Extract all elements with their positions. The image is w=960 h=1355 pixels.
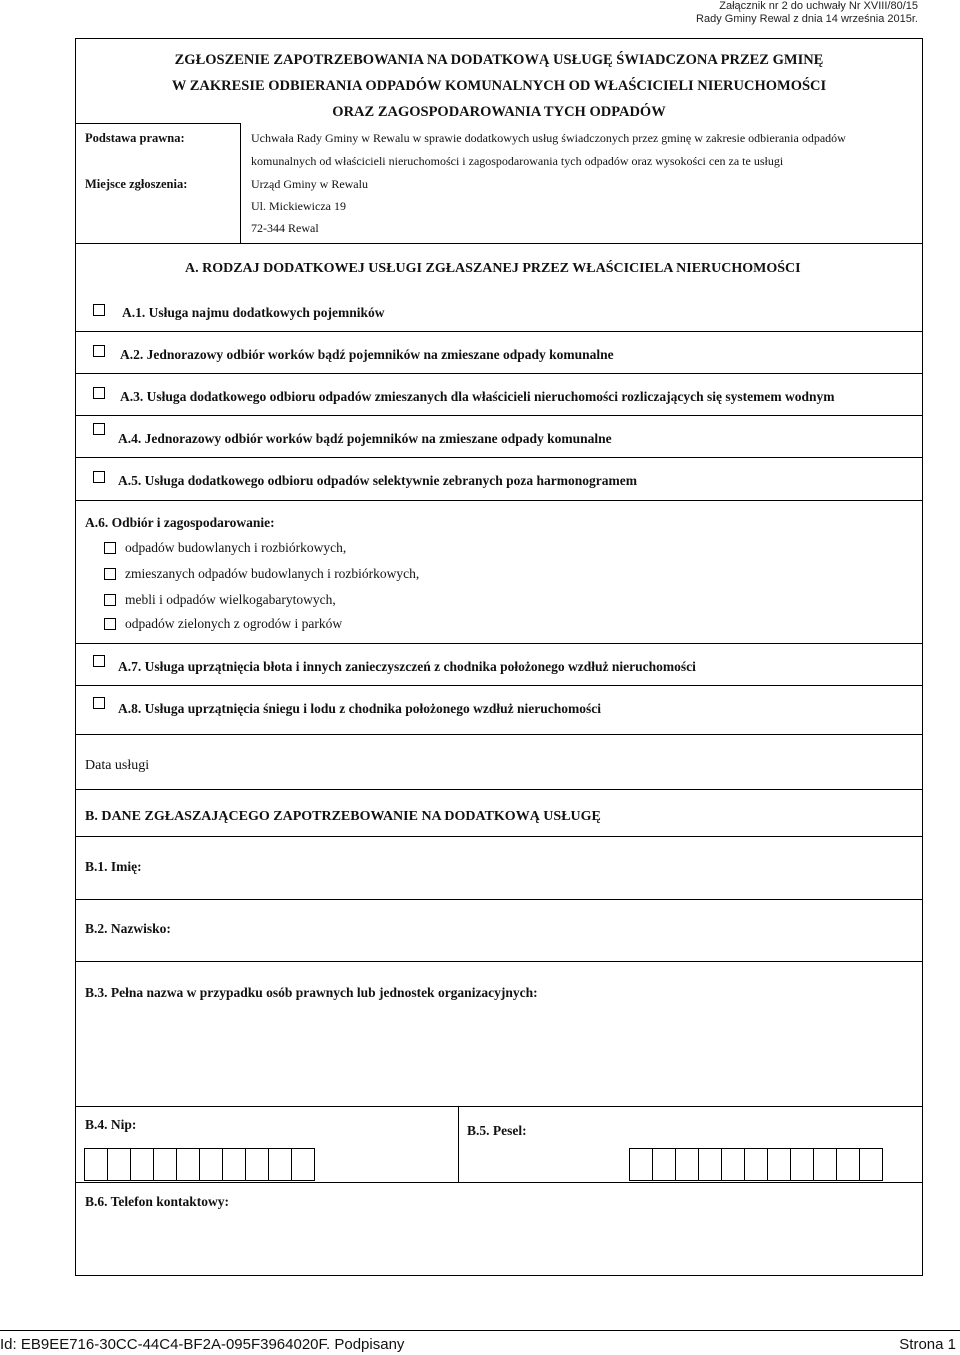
- place-label: Miejsce zgłoszenia:: [85, 177, 188, 191]
- phone-label: B.6. Telefon kontaktowy:: [85, 1194, 230, 1209]
- pesel-cell[interactable]: [652, 1148, 676, 1181]
- pesel-cell[interactable]: [629, 1148, 653, 1181]
- option-a7: A.7. Usługa uprzątnięcia błota i innych zanieczyszczeń z chodnika położonego wzdłuż nieruchomości: [118, 659, 696, 674]
- divider-b4-b5: [75, 1182, 923, 1183]
- nip-cell[interactable]: [176, 1148, 200, 1181]
- divider-a4: [75, 457, 923, 458]
- nip-cell[interactable]: [245, 1148, 269, 1181]
- divider-a8: [75, 734, 923, 735]
- header-line-top-left: [75, 123, 240, 124]
- header-divider-vertical: [240, 123, 241, 243]
- place-line-1: Urząd Gminy w Rewalu: [251, 177, 368, 191]
- checkbox-a1[interactable]: [93, 304, 105, 316]
- form-frame: [75, 38, 923, 1276]
- legal-basis-line-1: Uchwała Rady Gminy w Rewalu w sprawie dodatkowych usług świadczonych przez gminę w zakresie odbierania odpadów: [251, 131, 846, 145]
- pesel-label: B.5. Pesel:: [467, 1123, 527, 1138]
- checkbox-a3[interactable]: [93, 387, 105, 399]
- divider-a3: [75, 415, 923, 416]
- pesel-cell[interactable]: [721, 1148, 745, 1181]
- footer: [0, 1335, 960, 1355]
- divider-b3: [75, 1106, 923, 1107]
- first-name-label: B.1. Imię:: [85, 859, 142, 874]
- section-a-title: A. RODZAJ DODATKOWEJ USŁUGI ZGŁASZANEJ PRZEZ WŁAŚCICIELA NIERUCHOMOŚCI: [185, 261, 801, 276]
- option-a3: A.3. Usługa dodatkowego odbioru odpadów zmieszanych dla właścicieli nieruchomości rozliczających się systemem wodnym: [120, 389, 835, 404]
- nip-cell[interactable]: [107, 1148, 131, 1181]
- checkbox-a4[interactable]: [93, 423, 105, 435]
- checkbox-a2[interactable]: [93, 345, 105, 357]
- pesel-cell[interactable]: [767, 1148, 791, 1181]
- service-date-label: Data usługi: [85, 758, 150, 773]
- checkbox-a6-2[interactable]: [104, 568, 116, 580]
- legal-basis-label: Podstawa prawna:: [85, 131, 185, 145]
- form-title-line-1: ZGŁOSZENIE ZAPOTRZEBOWANIA NA DODATKOWĄ USŁUGĘ ŚWIADCZONA PRZEZ GMINĘ: [174, 52, 824, 68]
- pesel-cell[interactable]: [698, 1148, 722, 1181]
- nip-cell[interactable]: [84, 1148, 108, 1181]
- page-number: Strona 1: [899, 1336, 956, 1353]
- option-a8: A.8. Usługa uprzątnięcia śniegu i lodu z chodnika położonego wzdłuż nieruchomości: [118, 701, 602, 716]
- pesel-cell[interactable]: [836, 1148, 860, 1181]
- checkbox-a5[interactable]: [93, 471, 105, 483]
- pesel-cell[interactable]: [744, 1148, 768, 1181]
- option-a5: A.5. Usługa dodatkowego odbioru odpadów selektywnie zebranych poza harmonogramem: [118, 473, 638, 488]
- form-title-line-2: W ZAKRESIE ODBIERANIA ODPADÓW KOMUNALNYCH OD WŁAŚCICIELI NIERUCHOMOŚCI: [171, 78, 827, 94]
- section-b-title: B. DANE ZGŁASZAJĄCEGO ZAPOTRZEBOWANIE NA DODATKOWĄ USŁUGĘ: [85, 809, 601, 824]
- nip-input[interactable]: [85, 1148, 315, 1181]
- nip-cell[interactable]: [222, 1148, 246, 1181]
- checkbox-a7[interactable]: [93, 655, 105, 667]
- form-title-line-3: ORAZ ZAGOSPODAROWANIA TYCH ODPADÓW: [332, 104, 666, 120]
- divider-a6: [75, 643, 923, 644]
- last-name-label: B.2. Nazwisko:: [85, 921, 171, 936]
- annex-note: [618, 0, 918, 26]
- nip-cell[interactable]: [268, 1148, 292, 1181]
- option-a1: A.1. Usługa najmu dodatkowych pojemników: [122, 305, 385, 320]
- nip-cell[interactable]: [199, 1148, 223, 1181]
- option-a6-1: odpadów budowlanych i rozbiórkowych,: [125, 540, 347, 555]
- footer-divider: [0, 1330, 960, 1331]
- option-a6-2: zmieszanych odpadów budowlanych i rozbiórkowych,: [125, 566, 420, 581]
- divider-service-date: [75, 789, 923, 790]
- pesel-cell[interactable]: [790, 1148, 814, 1181]
- checkbox-a6-1[interactable]: [104, 542, 116, 554]
- divider-nip-pesel: [458, 1106, 459, 1182]
- option-a6-4: odpadów zielonych z ogrodów i parków: [125, 616, 343, 631]
- divider-a7: [75, 685, 923, 686]
- annex-line-2: Rady Gminy Rewal z dnia 14 września 2015r.: [696, 13, 918, 25]
- nip-cell[interactable]: [130, 1148, 154, 1181]
- header-line-bottom: [75, 243, 923, 244]
- checkbox-a8[interactable]: [93, 697, 105, 709]
- divider-a1: [75, 331, 923, 332]
- document-id: Id: EB9EE716-30CC-44C4-BF2A-095F3964020F. Podpisany: [0, 1336, 405, 1353]
- legal-name-label: B.3. Pełna nazwa w przypadku osób prawnych lub jednostek organizacyjnych:: [85, 985, 538, 1000]
- pesel-cell[interactable]: [859, 1148, 883, 1181]
- nip-label: B.4. Nip:: [85, 1117, 137, 1132]
- option-a2: A.2. Jednorazowy odbiór worków bądź pojemników na zmieszane odpady komunalne: [120, 347, 614, 362]
- legal-basis-line-2: komunalnych od właścicieli nieruchomości i zagospodarowania tych odpadów oraz wysokości cen za te usługi: [251, 154, 784, 168]
- divider-a2: [75, 373, 923, 374]
- nip-cell[interactable]: [153, 1148, 177, 1181]
- divider-a5: [75, 500, 923, 501]
- nip-cell[interactable]: [291, 1148, 315, 1181]
- option-a6-3: mebli i odpadów wielkogabarytowych,: [125, 592, 336, 607]
- divider-b1: [75, 899, 923, 900]
- checkbox-a6-3[interactable]: [104, 594, 116, 606]
- divider-section-b: [75, 836, 923, 837]
- place-line-2: Ul. Mickiewicza 19: [251, 199, 346, 213]
- pesel-cell[interactable]: [813, 1148, 837, 1181]
- checkbox-a6-4[interactable]: [104, 618, 116, 630]
- option-a4: A.4. Jednorazowy odbiór worków bądź pojemników na zmieszane odpady komunalne: [118, 431, 612, 446]
- pesel-cell[interactable]: [675, 1148, 699, 1181]
- pesel-input[interactable]: [630, 1148, 883, 1181]
- divider-b2: [75, 961, 923, 962]
- annex-line-1: Załącznik nr 2 do uchwały Nr XVIII/80/15: [719, 0, 918, 12]
- option-a6: A.6. Odbiór i zagospodarowanie:: [85, 515, 275, 530]
- place-line-3: 72-344 Rewal: [251, 221, 319, 235]
